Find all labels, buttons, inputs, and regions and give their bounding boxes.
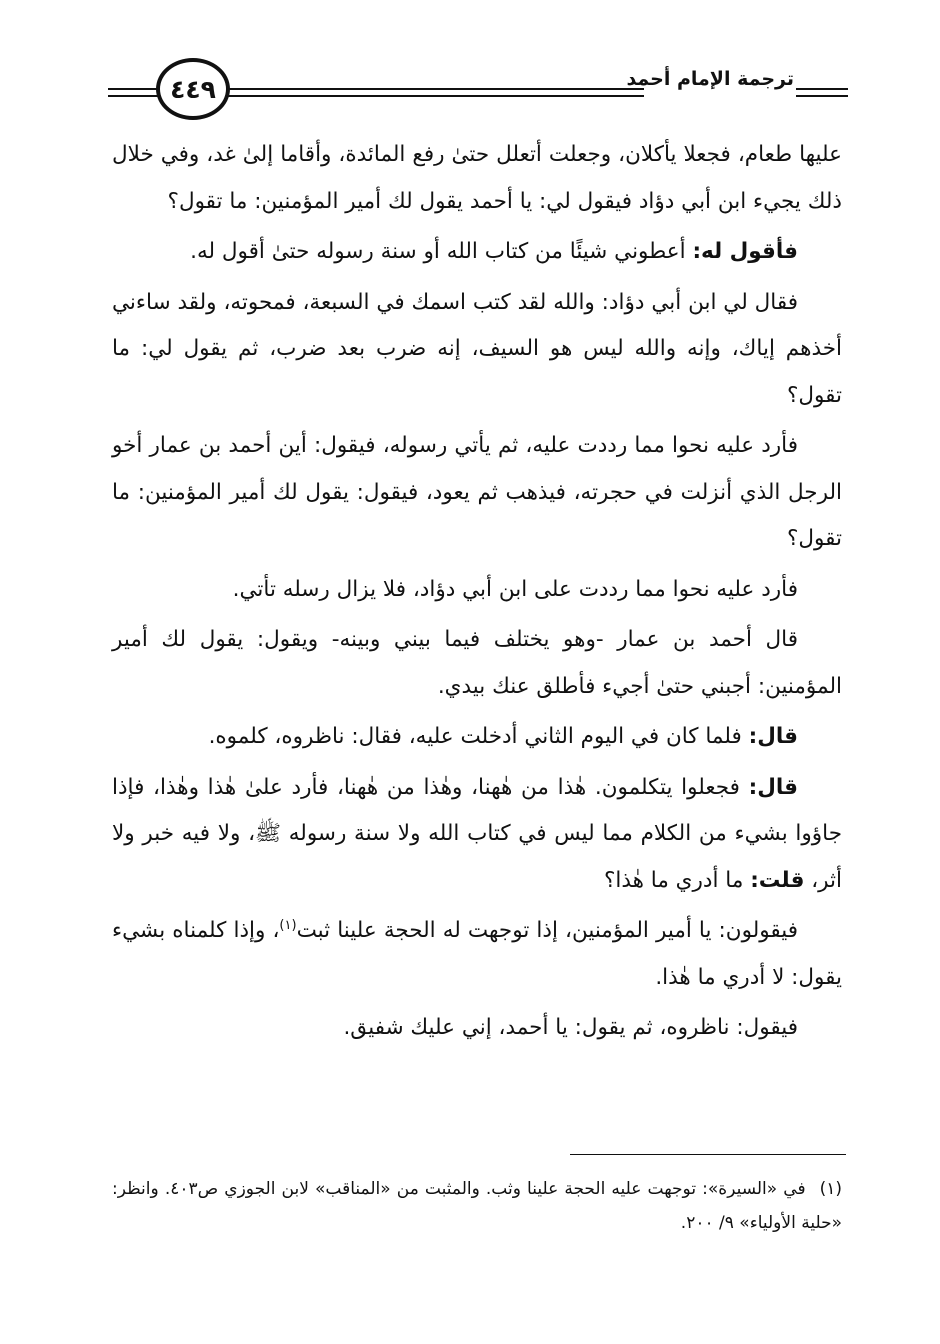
paragraph-text: فأرد عليه نحوا مما رددت عليه، ثم يأتي رسوله، فيقول: أين أحمد بن عمار أخو الرجل الذي أنزلت في حجرته، فيذهب ثم يعود، فيقول: يقول لك أمير المؤمنين: ما تقول؟ xyxy=(112,433,842,551)
paragraph xyxy=(112,567,842,614)
paragraph xyxy=(112,280,842,420)
page-number: ٤٤٩ xyxy=(156,58,230,120)
running-title: ترجمة الإمام أحمد xyxy=(626,68,794,90)
footnote-text: في «السيرة»: توجهت عليه الحجة علينا وثب. والمثبت من «المناقب» لابن الجوزي ص٤٠٣. وانظر: «حلية الأولياء» ٩/ ٢٠٠. xyxy=(112,1179,842,1233)
header-rule xyxy=(108,95,163,97)
speaker-lead: فأقول له: xyxy=(692,239,798,264)
speaker-lead: قلت: xyxy=(750,867,805,893)
paragraph-text: ، وإذا كلمناه بشيء يقول: لا أدري ما هٰذا. xyxy=(112,918,842,990)
paragraph-text: فقال لي ابن أبي دؤاد: والله لقد كتب اسمك في السبعة، فمحوته، ولقد ساءني أخذهم إياك، وإنه والله ليس هو السيف، إنه ضرب بعد ضرب، ثم يقول لي: ما تقول؟ xyxy=(112,289,842,408)
paragraph xyxy=(112,908,842,1001)
paragraph-text: فيقول: ناظروه، ثم يقول: يا أحمد، إني عليك شفيق. xyxy=(343,1015,798,1040)
paragraph xyxy=(112,1005,842,1052)
speaker-lead: قال: xyxy=(748,774,798,800)
header-rule xyxy=(224,95,644,97)
paragraph xyxy=(112,714,842,761)
footnote-reference[interactable]: (١) xyxy=(279,917,297,933)
header-rule xyxy=(108,88,163,90)
paragraph-text: فأرد عليه نحوا مما رددت على ابن أبي دؤاد، فلا يزال رسله تأتي. xyxy=(232,576,798,602)
footnotes xyxy=(112,1172,842,1240)
paragraph-text: فيقولون: يا أمير المؤمنين، إذا توجهت له الحجة علينا ثبت xyxy=(296,918,798,943)
footnote xyxy=(112,1172,842,1240)
paragraph xyxy=(112,765,842,905)
paragraph-text: قال أحمد بن عمار -وهو يختلف فيما بيني وبينه- ويقول: يقول لك أمير المؤمنين: أجبني حتىٰ أجيء فأطلق عنك بيدي. xyxy=(112,627,842,699)
footnote-separator xyxy=(570,1154,846,1155)
paragraph xyxy=(112,423,842,563)
body-text xyxy=(112,132,842,1056)
paragraph-text: عليها طعام، فجعلا يأكلان، وجعلت أتعلل حتىٰ رفع المائدة، وأقاما إلىٰ غد، وفي خلال ذلك يجيء ابن أبي دؤاد فيقول لي: يا أحمد يقول لك أمير المؤمنين: ما تقول؟ xyxy=(112,142,842,214)
paragraph-text: فلما كان في اليوم الثاني أدخلت عليه، فقال: ناظروه، كلموه. xyxy=(208,724,749,749)
header-rule xyxy=(224,88,644,90)
paragraph-text: أعطوني شيئًا من كتاب الله أو سنة رسوله حتىٰ أقول له. xyxy=(190,239,693,264)
speaker-lead: قال: xyxy=(748,724,798,749)
header-rule xyxy=(796,88,848,90)
paragraph xyxy=(112,617,842,710)
footnote-marker: (١) xyxy=(819,1179,842,1199)
page-header xyxy=(108,52,848,132)
header-rule xyxy=(796,95,848,97)
paragraph xyxy=(112,229,842,276)
paragraph-text: ما أدري ما هٰذا؟ xyxy=(603,867,751,893)
paragraph xyxy=(112,132,842,225)
paragraph-text: فجعلوا يتكلمون. هٰذا من هٰهنا، وهٰذا من هٰهنا، فأرد علىٰ هٰذا وهٰذا، فإذا جاؤوا بشيء من الكلام مما ليس في كتاب الله ولا سنة رسوله ﷺ، ولا فيه خبر ولا أثر، xyxy=(112,774,842,893)
